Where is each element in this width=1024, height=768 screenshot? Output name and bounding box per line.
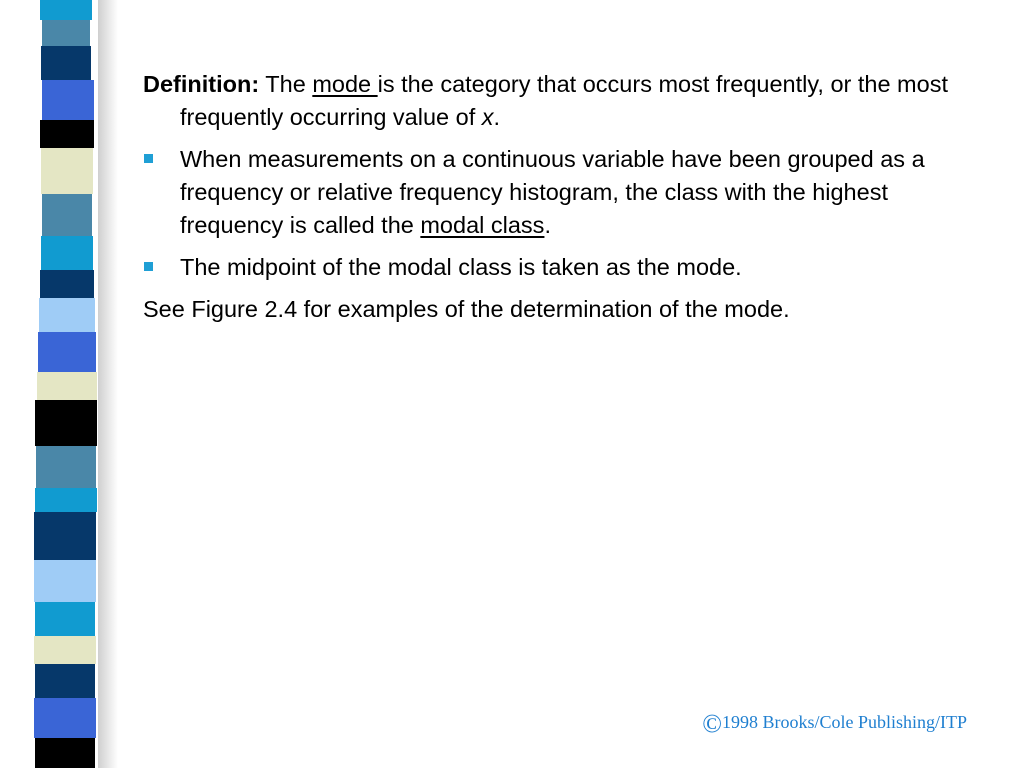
stripe-block	[42, 194, 92, 236]
square-bullet-icon	[144, 262, 153, 271]
definition-text-before: The	[259, 71, 313, 97]
stripe-block	[34, 698, 96, 738]
slide-body	[143, 68, 993, 335]
stripe-block	[41, 46, 91, 80]
term-modal-class: modal class	[420, 212, 545, 238]
term-mode: mode	[312, 71, 378, 97]
stripe-block	[42, 80, 94, 120]
stripe-block	[41, 236, 93, 270]
bullet-text-after: .	[544, 212, 551, 238]
stripe-block	[34, 636, 96, 664]
stripe-block	[42, 20, 90, 46]
stripe-block	[35, 738, 95, 768]
stripe-block	[40, 0, 92, 20]
bullet-text-before: When measurements on a continuous variable have been grouped as a frequency or relative frequency histogram, the class with the highest frequency is called the	[180, 146, 925, 238]
copyright-footer	[702, 709, 967, 739]
stripe-block	[34, 512, 96, 560]
stripe-block	[41, 148, 93, 194]
stripe-block	[39, 298, 95, 332]
stripe-block	[38, 332, 96, 372]
stripe-block	[35, 664, 95, 698]
stripe-block	[40, 120, 94, 148]
definition-text-after: is the category that occurs most frequently, or the most frequently occurring value of	[180, 71, 948, 130]
closing-paragraph: See Figure 2.4 for examples of the determination of the mode.	[143, 296, 790, 322]
square-bullet-icon	[144, 154, 153, 163]
definition-label: Definition:	[143, 71, 260, 97]
decorative-stripe	[0, 0, 118, 768]
stripe-block	[40, 270, 94, 298]
bullet-item	[143, 143, 993, 242]
bullet-text: The midpoint of the modal class is taken as the mode.	[180, 254, 742, 280]
stripe-block	[37, 372, 97, 400]
definition-end: .	[493, 104, 501, 130]
stripe-block	[35, 488, 97, 512]
copyright-text: 1998 Brooks/Cole Publishing/ITP	[721, 712, 967, 732]
definition-paragraph	[143, 68, 993, 134]
stripe-block	[36, 446, 96, 488]
bullet-item	[143, 251, 993, 284]
stripe-shadow	[98, 0, 118, 768]
stripe-block	[35, 602, 95, 636]
variable-x: x	[481, 104, 494, 130]
stripe-block	[34, 560, 96, 602]
stripe-block	[35, 400, 97, 446]
copyright-symbol: ©	[702, 709, 722, 738]
